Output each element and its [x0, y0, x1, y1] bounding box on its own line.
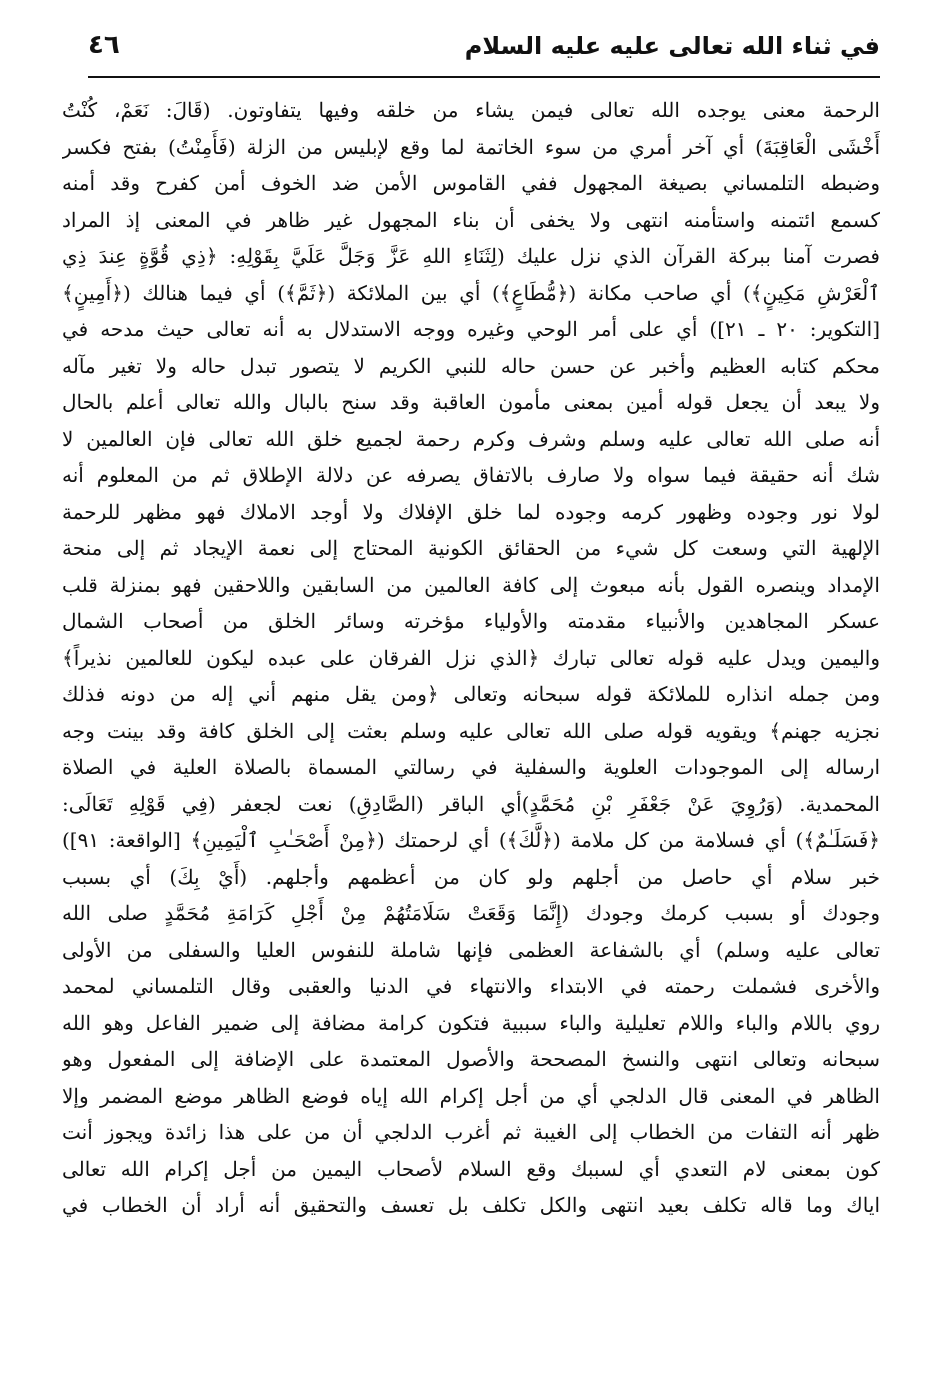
text-line: فصرت آمنا ببركة القرآن الذي نزل عليك (لِثَنَاءِ اللهِ عَزَّ وَجَلَّ عَلَيَّ بِقَوْلِهِ: ﴿ذِي قُوَّةٍ عِندَ ذِي [62, 244, 880, 268]
text-line [62, 1297, 880, 1334]
text-line: أَخْشَى الْعَاقِبَةَ) أي آخر أمري من سوء الخاتمة لما وقع لإبليس من الزلة (فَأَمِنْتُ) بفتح فكسر [62, 134, 880, 159]
text-line: ومن جمله انذاره للملائكة قوله سبحانه وتعالى ﴿ومن يقل منهم أني إله من دونه فذلك [62, 682, 880, 706]
text-line: والأخرى فشملت رحمته في الابتداء والانتهاء في الدنيا والعقبى وقال التلمساني لمحمد [62, 974, 880, 998]
text-line: الإلهية التي وسعت كل شيء من الحقائق الكونية المحتاج إلى نعمة الإيجاد ثم إلى منحة [62, 536, 880, 560]
text-line: ﴿فَسَلَـٰمٌ﴾) أي فسلامة من كل ملامة (﴿لَّكَ﴾) أي لرحمتك (﴿مِنْ أَصْحَـٰبِ ٱلْيَمِينِ﴾ [الواقعة: ٩١]) [62, 828, 880, 852]
text-line: واليمين ويدل عليه قوله تعالى تبارك ﴿الذي نزل الفرقان على عبده ليكون للعالمين نذيراً﴾ [62, 645, 880, 670]
text-line: [التكوير: ٢٠ ـ ٢١]) أي على أمر الوحي وغيره ووجه الاستدلال به أنه تعالى حيث مدحه في [62, 317, 880, 341]
text-line: لولا نور وجوده وظهور كرمه وجوده لما خلق الإفلاك ولا أوجد الاملاك فهو مظهر للرحمة [62, 499, 880, 524]
text-line: وجودك أو بسبب كرمك وجودك (إِنَّمَا وَقَعَتْ سَلَامَتُهُمْ مِنْ أَجْلِ كَرَامَةِ مُحَمَّدٍ صلى الله [62, 901, 880, 925]
running-head [88, 30, 880, 70]
text-line: أنه صلى الله تعالى عليه وسلم وشرف وكرم رحمة لجميع خلق الله تعالى فإن العالمين لا [62, 426, 880, 451]
text-line: عسكر المجاهدين والأنبياء مقدمته والأولياء مؤخرته وسائر الخلق من أصحاب الشمال [62, 609, 880, 633]
text-line: تعالى عليه وسلم) أي بالشفاعة العظمى فإنها شاملة للنفوس العليا والسفلى من الأولى [62, 937, 880, 962]
text-line: نجزيه جهنم﴾ ويقويه قوله صلى الله تعالى عليه وسلم بعثت إلى الخلق كافة وقد بينت وجه [62, 718, 880, 743]
text-line: ارساله إلى الموجودات العلوية والسفلية في رسالتي المسماة بالصلاة العلية في الصلاة [62, 755, 880, 779]
text-line: وضبطه التلمساني بصيغة المجهول ففي القاموس الأمن ضد الخوف أمن كفرح وقد أمنه [62, 171, 880, 195]
text-line: اياك وما قاله تكلف بعيد انتهى والكل تكلف بل تعسف والتحقيق أنه أراد أن الخطاب في [62, 1193, 880, 1217]
text-line: روي باللام والباء واللام تعليلية والباء سببية فتكون كرامة مضافة إلى ضمير الفاعل وهو الله [62, 1010, 880, 1035]
text-line: محكم كتابه العظيم وأخبر عن حسن حاله للنبي الكريم لا يتصور تبدل حاله ولا تغير مآله [62, 353, 880, 378]
text-line: كون بمعنى لام التعدي أي لسببك وقع السلام لأصحاب اليمين من أجل إكرام الله تعالى [62, 1156, 880, 1181]
text-line: الظاهر في المعنى قال الدلجي أي من أجل إكرام الله إياه فوضع الظاهر موضع المضمر وإلا [62, 1083, 880, 1108]
text-line: المحمدية. (وَرُوِيَ عَنْ جَعْفَرِ بْنِ مُحَمَّدٍ)أي الباقر (الصَّادِقِ) نعت لجعفر (فِي قَوْلِهِ تَعَالَى: [62, 791, 880, 816]
text-line: سبحانه وتعالى انتهى والنسخ المصححة والأصول المعتمدة على الإضافة إلى المفعول وهو [62, 1047, 880, 1071]
body-text [62, 92, 880, 1333]
page-number: ٤٦ [88, 30, 120, 60]
text-line: الإمداد وينصره القول بأنه مبعوث إلى كافة العالمين من السابقين واللاحقين فهو بمنزلة قلب [62, 572, 880, 597]
text-line [62, 1224, 880, 1261]
running-head-title: في ثناء الله تعالى عليه عليه السلام [464, 32, 880, 60]
text-line: ولا يبعد أن يجعل قوله أمين بمعنى مأمون العاقبة وقد سنح بالبال والله تعالى أعلم بالحال [62, 390, 880, 414]
text-line [62, 1260, 880, 1297]
header-divider [88, 76, 880, 78]
text-line: خبر سلام أي حاصل من أجلهم ولو كان من أعظمهم وأجلهم. (أَيْ بِكَ) أي بسبب [62, 864, 880, 889]
text-line: ٱلْعَرْشِ مَكِينٍ﴾) أي صاحب مكانة (﴿مُّطَاعٍ﴾) أي بين الملائكة (﴿ثَمَّ﴾) أي فيما هنالك (﴿أَمِينٍ﴾ [62, 280, 880, 305]
text-line: شك أنه حقيقة فيما سواه ولا صارف بالاتفاق يصرفه عن دلالة الإطلاق ثم من المعلوم أنه [62, 463, 880, 487]
text-line: ظهر أنه التفات من الخطاب إلى الغيبة ثم أغرب الدلجي أن من على هذا زائدة ويجوز أنت [62, 1120, 880, 1144]
text-line: الرحمة معنى يوجده الله تعالى فيمن يشاء من خلقه وفيها يتفاوتون. (قَالَ: نَعَمْ، كُنْتُ [62, 98, 880, 122]
text-line: كسمع ائتمنه واستأمنه انتهى ولا يخفى أن بناء المجهول غير ظاهر في المعنى إذ المراد [62, 207, 880, 232]
